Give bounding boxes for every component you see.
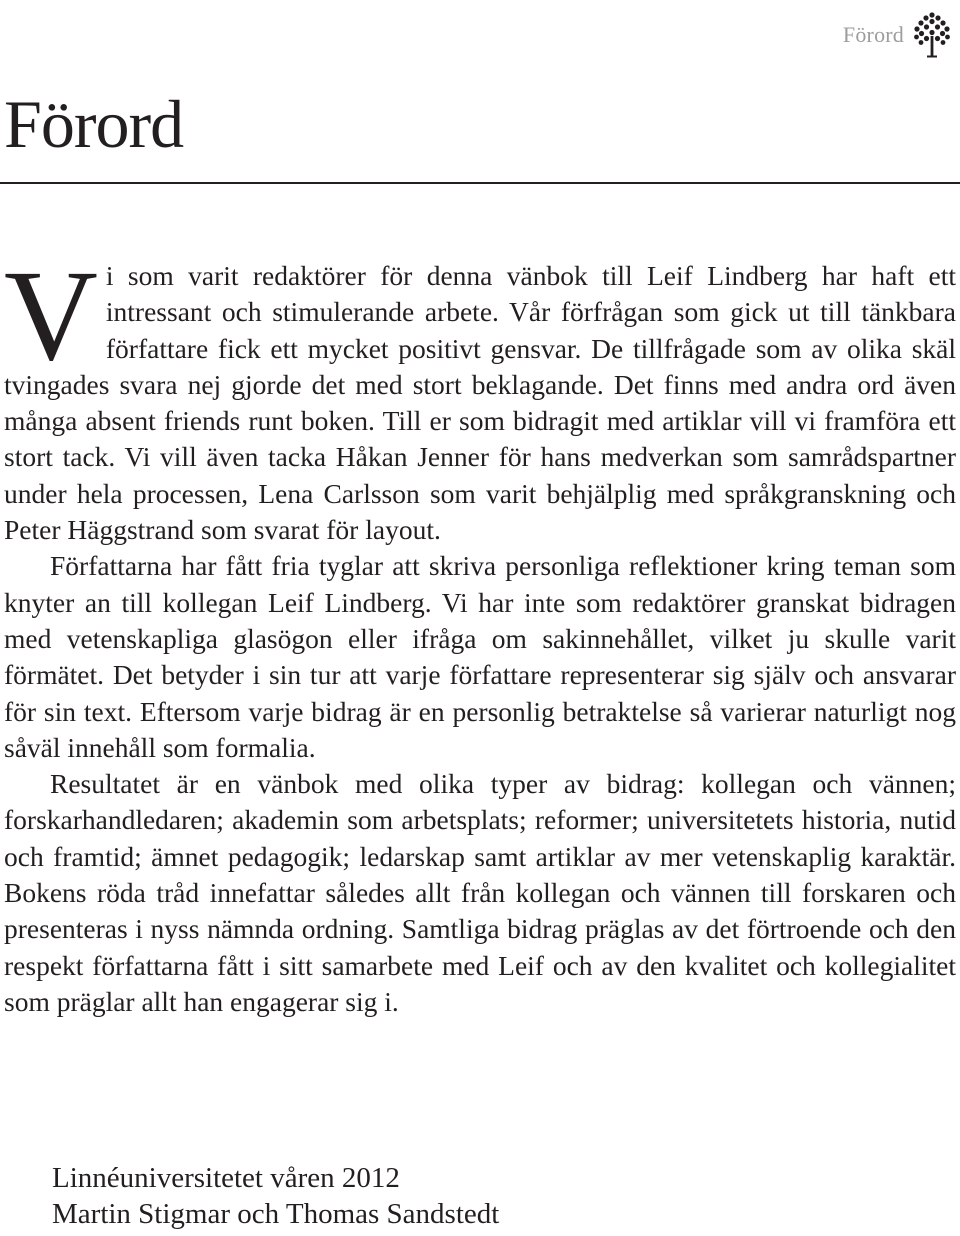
running-header-title: Förord xyxy=(842,22,904,47)
title-rule xyxy=(0,182,960,184)
drop-cap: V xyxy=(4,244,98,388)
tree-icon xyxy=(912,12,952,58)
running-header xyxy=(843,12,952,58)
paragraph-1 xyxy=(4,244,956,548)
signature-place-date: Linnéuniversitetet våren 2012 xyxy=(52,1162,400,1194)
paragraph-3: Resultatet är en vänbok med olika typer av bidrag: kollegan och vännen; forskarhandledaren; akademin som arbetsplats; reformer; universitetets historia, nutid och framtid; ämnet pedagogik; ledarskap samt artiklar av mer vetenskaplig karaktär. Bokens röda tråd innefattar således allt från kollegan och vännen till forskaren och presenteras i nyss nämnda ordning. Samtliga bidrag präglas av det förtroende och den respekt författarna fått i sitt samarbete med Leif och av den kvalitet och kollegialitet som präglar allt han engagerar sig i. xyxy=(4,768,956,1017)
paragraph-2: Författarna har fått fria tyglar att skriva personliga reflektioner kring teman som knyter an till kollegan Leif Lindberg. Vi har inte som redaktörer granskat bidragen med vetenskapliga glasögon eller ifråga om sakinnehållet, vilket ju skulle varit förmätet. Det betyder i sin tur att varje författare representerar sig själv och ansvarar för sin text. Eftersom varje bidrag är en personlig betraktelse så varierar naturligt nog såväl innehåll som formalia. xyxy=(4,550,956,763)
paragraph-1-text: i som varit redaktörer för denna vänbok till Leif Lindberg har haft ett intressant och stimulerande arbete. Vår förfrågan som gick ut till tänkbara författare fick ett mycket positivt gensvar. De tillfrågade som av olika skäl tvingades svara nej gjorde det med stort beklagande. Det finns med andra ord även många absent friends runt boken. Till er som bidragit med artiklar vill vi framföra ett stort tack. Vi vill även tacka Håkan Jenner för hans medverkan som samrådspartner under hela processen, Lena Carlsson som varit behjälplig med språkgranskning och Peter Häggstrand som svarat för layout. xyxy=(4,260,956,546)
signature-authors: Martin Stigmar och Thomas Sandstedt xyxy=(52,1198,500,1230)
signature-block xyxy=(52,1160,499,1232)
body-text xyxy=(4,244,956,1020)
chapter-title: Förord xyxy=(4,86,184,162)
